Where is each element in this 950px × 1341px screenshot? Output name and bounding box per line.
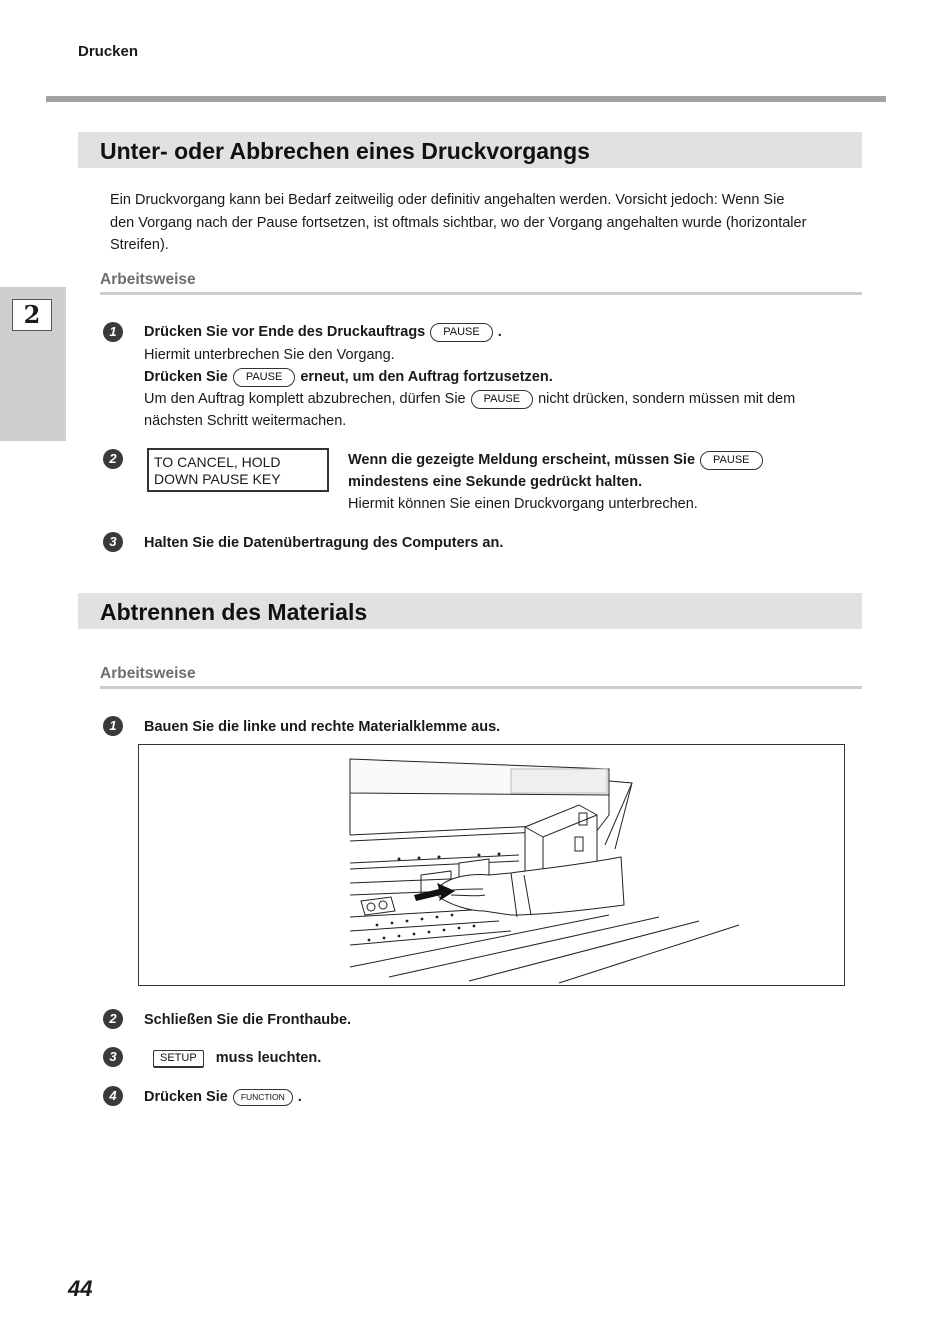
function-key-icon: FUNCTION <box>233 1089 293 1106</box>
step-line: Hiermit unterbrechen Sie den Vorgang. <box>144 347 395 363</box>
step-text: Drücken Sie <box>144 1089 228 1105</box>
chapter-number: 2 <box>12 299 52 331</box>
step-line <box>348 449 768 471</box>
step-text: Um den Auftrag komplett abzubrechen, dürfen Sie <box>144 391 466 407</box>
subhead-procedure: Arbeitsweise <box>100 665 196 682</box>
printer-clamp-illustration <box>139 745 844 985</box>
step-text: Drücken Sie vor Ende des Druckauftrags <box>144 324 426 340</box>
header-rule <box>46 96 886 102</box>
section-title-pause: Unter- oder Abbrechen eines Druckvorgangs <box>78 132 862 168</box>
intro-line: Streifen). <box>110 237 169 253</box>
step-line: Schließen Sie die Fronthaube. <box>144 1012 352 1028</box>
step-line: Bauen Sie die linke und rechte Materialklemme aus. <box>144 719 501 735</box>
step-line <box>144 1086 302 1108</box>
step-number: 3 <box>103 532 123 552</box>
subhead-procedure: Arbeitsweise <box>100 271 196 288</box>
page-number: 44 <box>68 1276 93 1301</box>
pause-key-icon: PAUSE <box>430 323 492 342</box>
step-text: nicht drücken, sondern müssen mit dem <box>538 391 796 407</box>
setup-key-icon: SETUP <box>153 1050 204 1068</box>
step-text: muss leuchten. <box>215 1050 322 1066</box>
step-line <box>144 366 553 388</box>
step-text: Wenn die gezeigte Meldung erscheint, müssen Sie <box>348 452 696 468</box>
step-line: nächsten Schritt weitermachen. <box>144 413 347 429</box>
step-text: . <box>297 1089 302 1105</box>
step-line <box>144 321 502 343</box>
step-number: 2 <box>103 449 123 469</box>
step-text: . <box>497 324 502 340</box>
intro-line: den Vorgang nach der Pause fortsetzen, ist oftmals sichtbar, wo der Vorgang angehalten wurde (horizontaler <box>110 214 807 231</box>
subhead-rule <box>100 686 862 689</box>
pause-key-icon: PAUSE <box>700 451 762 470</box>
step-number: 2 <box>103 1009 123 1029</box>
step-number: 3 <box>103 1047 123 1067</box>
step-number: 4 <box>103 1086 123 1106</box>
step-text: erneut, um den Auftrag fortzusetzen. <box>300 369 553 385</box>
pause-key-icon: PAUSE <box>233 368 295 387</box>
lcd-line: DOWN PAUSE KEY <box>154 471 281 487</box>
running-head: Drucken <box>78 43 139 60</box>
step-line: mindestens eine Sekunde gedrückt halten. <box>348 474 643 490</box>
step-text: Drücken Sie <box>144 369 228 385</box>
lcd-line: TO CANCEL, HOLD <box>154 454 281 470</box>
step-line <box>144 388 795 410</box>
section-title-cutting: Abtrennen des Materials <box>78 593 862 629</box>
step-line <box>144 1047 321 1069</box>
chapter-tab <box>0 287 66 441</box>
pause-key-icon: PAUSE <box>471 390 533 409</box>
subhead-rule <box>100 292 862 295</box>
lcd-display <box>147 448 329 492</box>
printer-illustration-frame <box>138 744 845 986</box>
intro-line: Ein Druckvorgang kann bei Bedarf zeitweilig oder definitiv angehalten werden. Vorsicht jedoch: Wenn Sie <box>110 192 785 208</box>
step-number: 1 <box>103 716 123 736</box>
step-line: Halten Sie die Datenübertragung des Computers an. <box>144 535 504 551</box>
step-line: Hiermit können Sie einen Druckvorgang unterbrechen. <box>348 496 698 512</box>
step-number: 1 <box>103 322 123 342</box>
section-intro <box>110 189 850 257</box>
